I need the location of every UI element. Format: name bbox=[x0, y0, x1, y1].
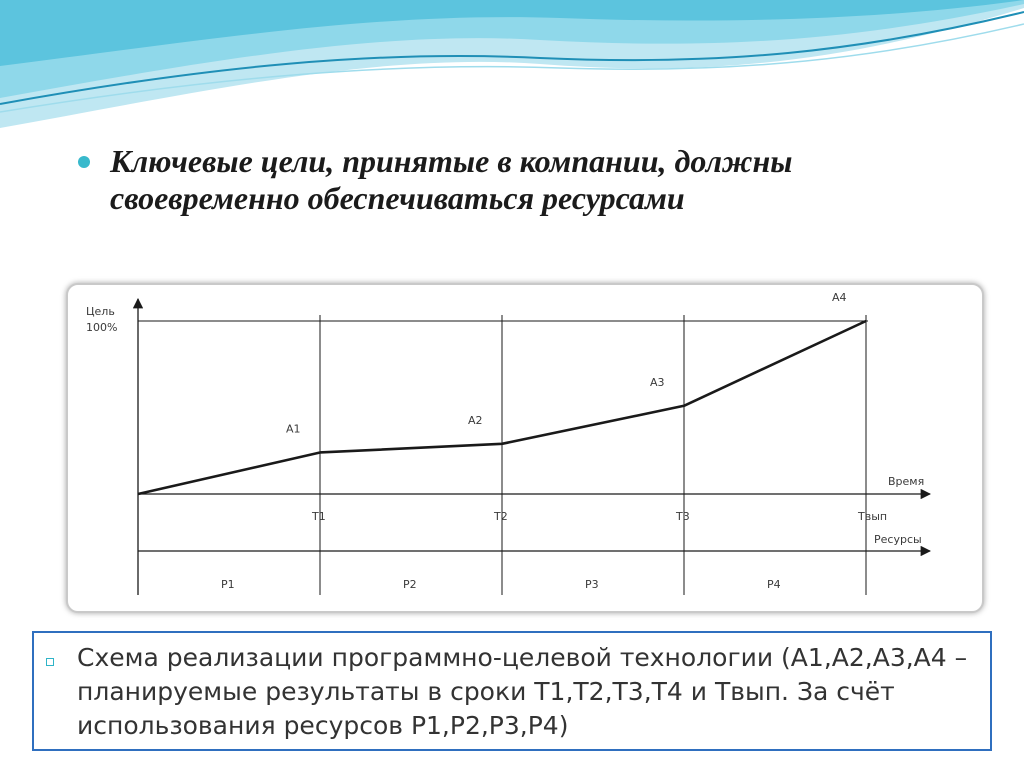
goal-point-label: А1 bbox=[286, 422, 301, 436]
caption-text: Схема реализации программно-целевой технологии (А1,А2,А3,А4 – планируемые результаты в сроки Т1,Т2,Т3,Т4 и Твып. За счёт использования ресурсов Р1,Р2,Р3,Р4) bbox=[77, 643, 968, 740]
resource-label: P4 bbox=[767, 578, 781, 591]
goal-point-label: А3 bbox=[650, 375, 665, 389]
time-axis-label: Время bbox=[888, 475, 925, 488]
resource-label: P2 bbox=[403, 578, 417, 591]
resource-axis-label: Ресурсы bbox=[874, 533, 922, 546]
bullet-dot-icon bbox=[78, 156, 90, 168]
time-mark-label: T3 bbox=[676, 510, 690, 523]
resource-label: P3 bbox=[585, 578, 599, 591]
diagram-panel bbox=[66, 283, 984, 613]
time-mark-label: T2 bbox=[494, 510, 508, 523]
caption-box bbox=[32, 631, 992, 751]
time-mark-label: T1 bbox=[312, 510, 326, 523]
time-mark-label: Твып bbox=[858, 510, 888, 523]
y-axis-label: Цель bbox=[86, 305, 115, 318]
wave-header-decoration bbox=[0, 0, 1024, 130]
bullet-text: Ключевые цели, принятые в компании, должны своевременно обеспечиваться ресурсами bbox=[110, 143, 793, 216]
y-max-label: 100% bbox=[86, 321, 118, 334]
resource-label: P1 bbox=[221, 578, 235, 591]
goal-point-label: А4 bbox=[832, 291, 847, 304]
square-bullet-icon bbox=[46, 658, 54, 666]
program-target-diagram bbox=[68, 285, 982, 611]
goal-point-label: А2 bbox=[468, 413, 483, 427]
